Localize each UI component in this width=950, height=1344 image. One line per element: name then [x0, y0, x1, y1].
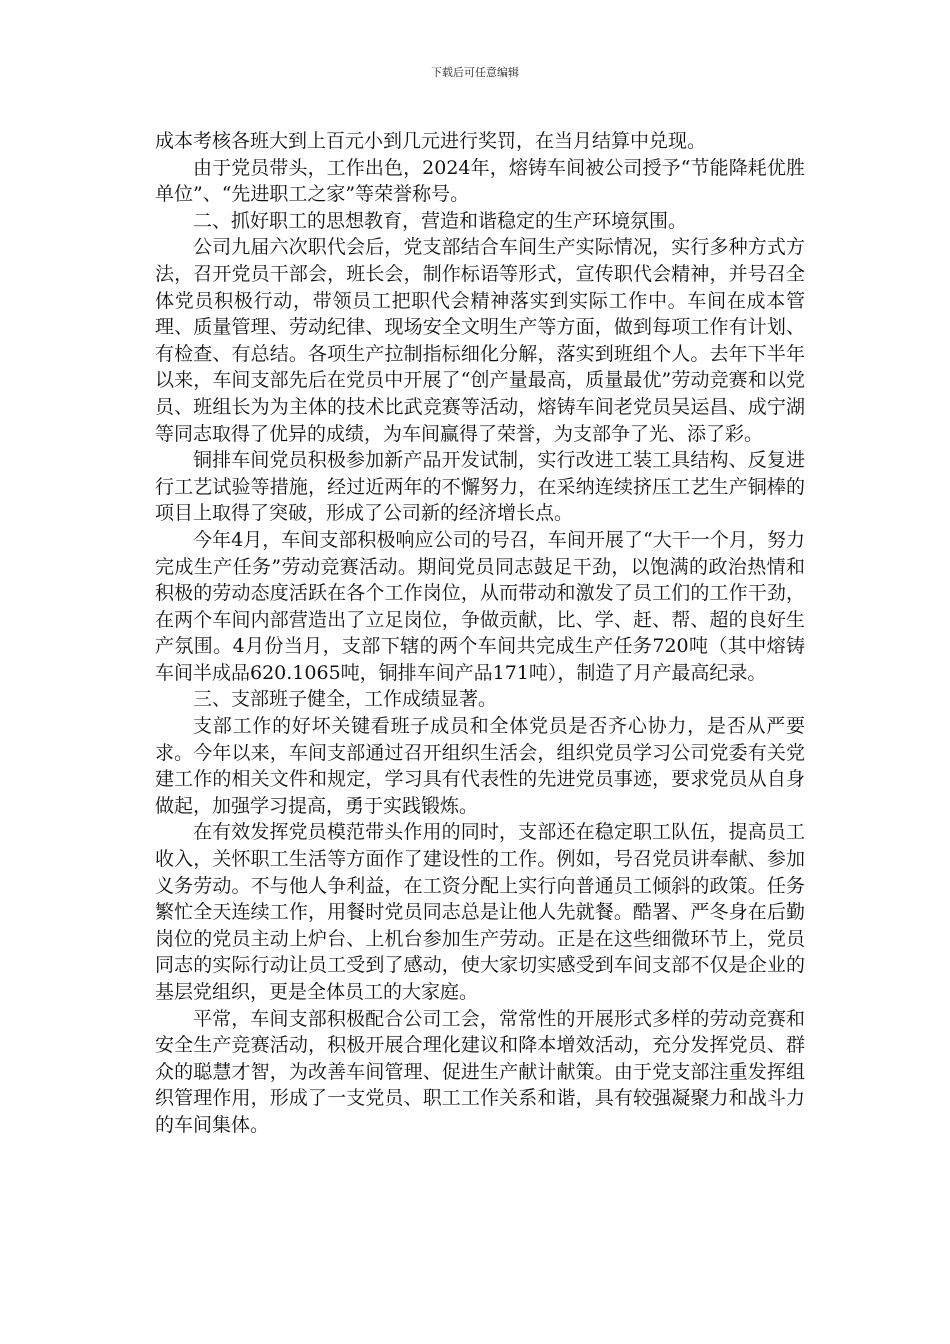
paragraph-honors: 由于党员带头，工作出色，2024年，熔铸车间被公司授予“节能降耗优胜单位”、“先进职工之家”等荣誉称号。	[155, 156, 805, 206]
paragraph-cost-assessment: 成本考核各班大到上百元小到几元进行奖罚，在当月结算中兑现。	[155, 130, 707, 152]
page-header: 下载后可任意编辑	[431, 66, 519, 79]
paragraph-copper-bar: 铜排车间党员积极参加新产品开发试制，实行改进工装工具结构、反复进行工艺试验等措施，经过近两年的不懈努力，在采纳连续挤压工艺生产铜棒的项目上取得了突破，形成了公司新的经济增长点。	[155, 449, 805, 525]
paragraph-april-campaign: 今年4月，车间支部积极响应公司的号召，车间开展了“大干一个月，努力完成生产任务”劳动竞赛活动。期间党员同志鼓足干劲，以饱满的政治热情和积极的劳动态度活跃在各个工作岗位，从而带动和激发了员工们的工作干劲，在两个车间内部营造出了立足岗位，争做贡献，比、学、赶、帮、超的良好生产氛围。4月份当月，支部下辖的两个车间共完成生产任务720吨（其中熔铸车间半成品620.1065吨，铜排车间产品171吨），制造了月产最高纪录。	[155, 528, 805, 684]
paragraph-branch-team: 支部工作的好坏关键看班子成员和全体党员是否齐心协力，是否从严要求。今年以来，车间支部通过召开组织生活会，组织党员学习公司党委有关党建工作的相关文件和规定，学习具有代表性的先进党员事迹，要求党员从自身做起，加强学习提高，勇于实践锻炼。	[155, 715, 805, 817]
section-heading-two: 二、抓好职工的思想教育，营造和谐稳定的生产环境氛围。	[193, 209, 688, 232]
paragraph-congress: 公司九届六次职代会后，党支部结合车间生产实际情况，实行多种方式方法，召开党员干部会，班长会，制作标语等形式，宣传职代会精神，并号召全体党员积极行动，带领员工把职代会精神落实到实际工作中。车间在成本管理、质量管理、劳动纪律、现场安全文明生产等方面，做到每项工作有计划、有检查、有总结。各项生产拉制指标细化分解，落实到班组个人。去年下半年以来，车间支部先后在党员中开展了“创产量最高，质量最优”劳动竞赛和以党员、班组长为为主体的技术比武竞赛等活动，熔铸车间老党员吴运昌、成宁湖等同志取得了优异的成绩，为车间赢得了荣誉，为支部争了光、添了彩。	[155, 236, 805, 445]
paragraph-routine: 平常，车间支部积极配合公司工会，常常性的开展形式多样的劳动竞赛和安全生产竞赛活动，积极开展合理化建议和降本增效活动，充分发挥党员、群众的聪慧才智，为改善车间管理、促进生产献计献策。由于党支部注重发挥组织管理作用，形成了一支党员、职工工作关系和谐，具有较强凝聚力和战斗力的车间集体。	[155, 1007, 805, 1136]
section-heading-three: 三、支部班子健全，工作成绩显著。	[193, 688, 498, 711]
paragraph-model-role: 在有效发挥党员模范带头作用的同时，支部还在稳定职工队伍，提高员工收入，关怀职工生活等方面作了建设性的工作。例如，号召党员讲奉献、参加义务劳动。不与他人争利益，在工资分配上实行向普通员工倾斜的政策。任务繁忙全天连续工作，用餐时党员同志总是让他人先就餐。酷署、严冬身在后勤岗位的党员主动上炉台、上机台参加生产劳动。正是在这些细微环节上，党员同志的实际行动让员工受到了感动，使大家切实感受到车间支部不仅是企业的基层党组织，更是全体员工的大家庭。	[155, 821, 805, 1003]
document-body	[155, 128, 805, 1139]
